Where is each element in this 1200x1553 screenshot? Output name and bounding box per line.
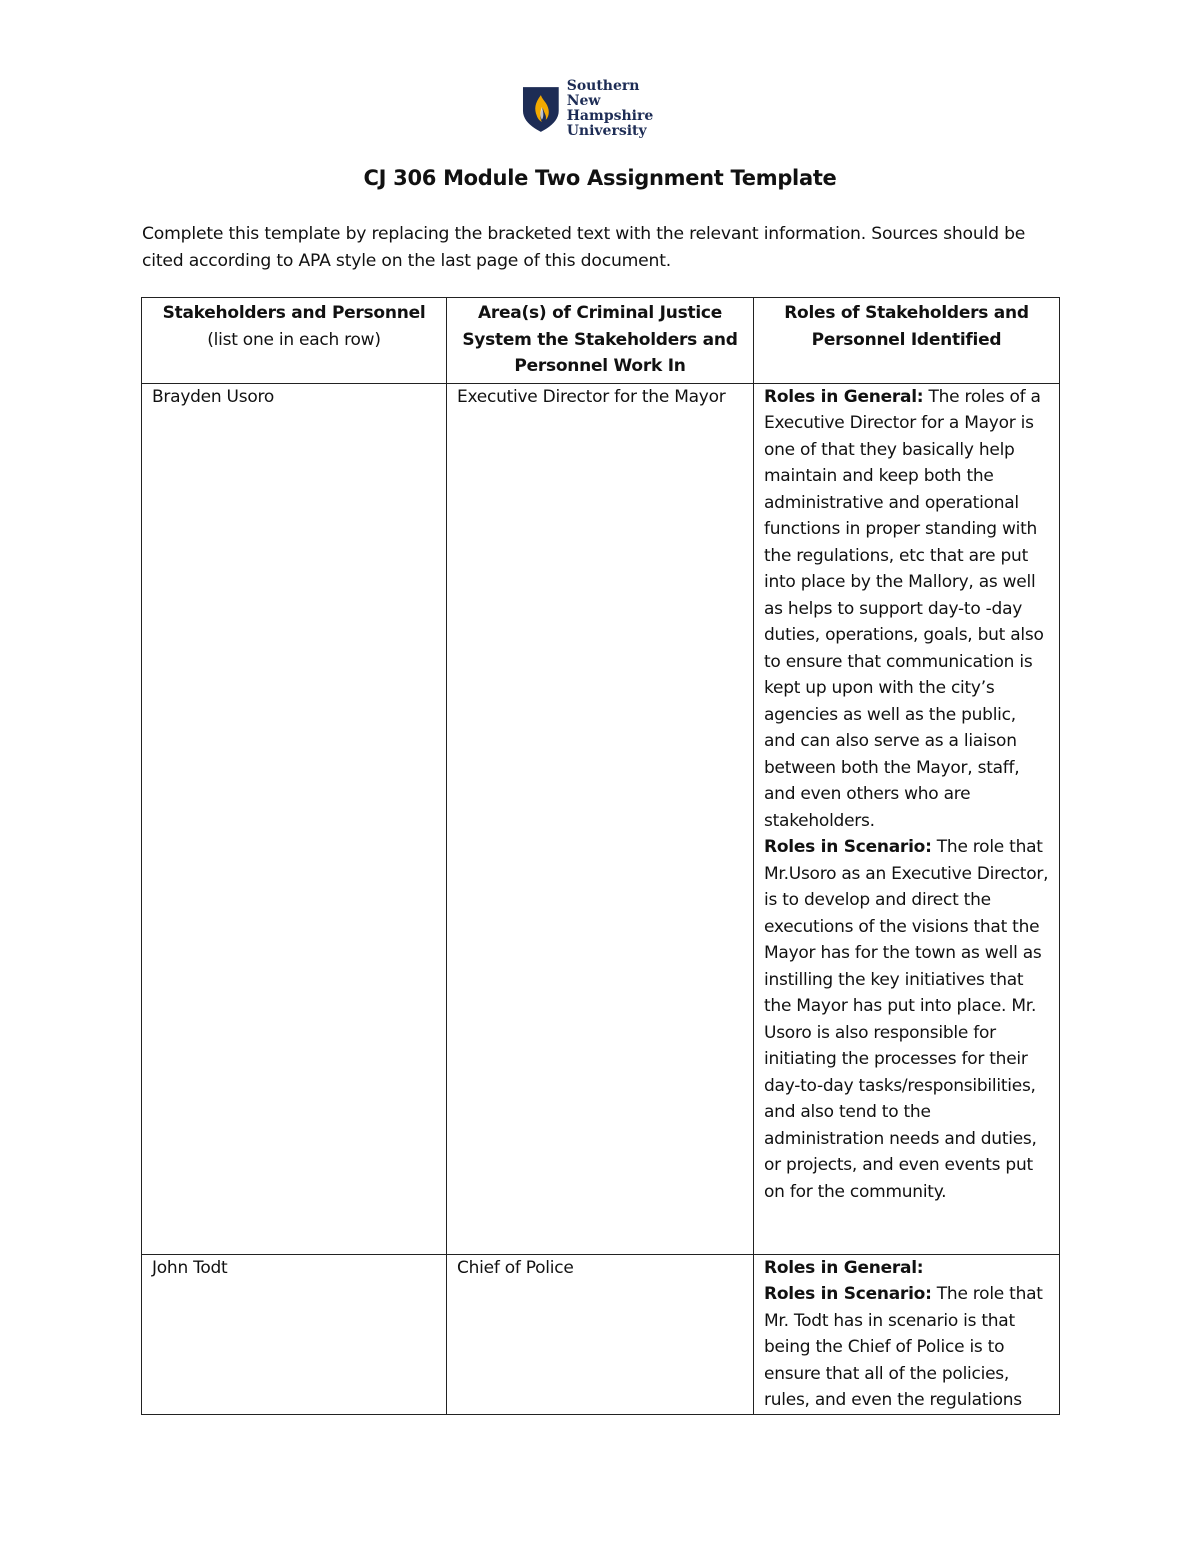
- logo-line-1: Southern: [566, 78, 640, 94]
- table-row: [142, 383, 1060, 1254]
- intro-paragraph: Complete this template by replacing the bracketed text with the relevant information. Sources should be cited according to APA style on the last page of this document.: [142, 224, 1026, 271]
- header-area-label: Area(s) of Criminal Justice System the Stakeholders and Personnel Work In: [462, 303, 738, 376]
- cell-roles[interactable]: [754, 383, 1060, 1254]
- header-stakeholders-label: Stakeholders and Personnel: [162, 303, 426, 323]
- header-stakeholders-sub: (list one in each row): [207, 329, 381, 350]
- cell-area[interactable]: Chief of Police: [447, 1254, 754, 1414]
- university-logo: [521, 78, 691, 139]
- header-area: [447, 298, 754, 384]
- table-row: [142, 1254, 1060, 1414]
- roles-general-label: Roles in General:: [764, 1257, 924, 1278]
- roles-scenario-label: Roles in Scenario:: [764, 837, 932, 857]
- roles-scenario-text: The role that Mr.Usoro as an Executive Director, is to develop and direct the executions of the visions that the Mayor has for the town as well as instilling the key initiatives that the Mayor has put into place. Mr. Usoro is also responsible for initiating the processes for their day-to-day tasks/responsibilities, and also tend to the administration needs and duties, or projects, and even events put on for the community.: [764, 837, 1049, 1202]
- logo-line-2: New Hampshire: [566, 93, 654, 124]
- cell-area[interactable]: Executive Director for the Mayor: [447, 383, 754, 1254]
- assignment-table: [141, 297, 1060, 1415]
- cell-name[interactable]: John Todt: [142, 1254, 447, 1414]
- table-header-row: [142, 298, 1060, 384]
- roles-scenario-text: The role that Mr. Todt has in scenario is that being the Chief of Police is to ensure that all of the policies, rules, and even the regulations: [764, 1284, 1043, 1410]
- shield-flame-icon: [521, 85, 561, 133]
- logo-line-3: University: [566, 123, 647, 139]
- header-stakeholders: [142, 298, 447, 384]
- cell-roles[interactable]: [754, 1254, 1060, 1414]
- header-roles: [754, 298, 1060, 384]
- header-roles-label: Roles of Stakeholders and Personnel Identified: [784, 303, 1029, 350]
- document-title: CJ 306 Module Two Assignment Template: [363, 166, 837, 190]
- cell-name[interactable]: Brayden Usoro: [142, 383, 447, 1254]
- roles-scenario-label: Roles in Scenario:: [764, 1284, 932, 1304]
- logo-wordmark: [567, 79, 691, 139]
- roles-general-label: Roles in General:: [764, 386, 924, 407]
- roles-general-text: The roles of a Executive Director for a Mayor is one of that they basically help maintain and keep both the administrative and operational functions in proper standing with the regulations, etc that are put into place by the Mallory, as well as helps to support day-to -day duties, operations, goals, but also to ensure that communication is kept up upon with the city’s agencies as well as the public, and can also serve as a liaison between both the Mayor, staff, and even others who are stakeholders.: [764, 386, 1044, 831]
